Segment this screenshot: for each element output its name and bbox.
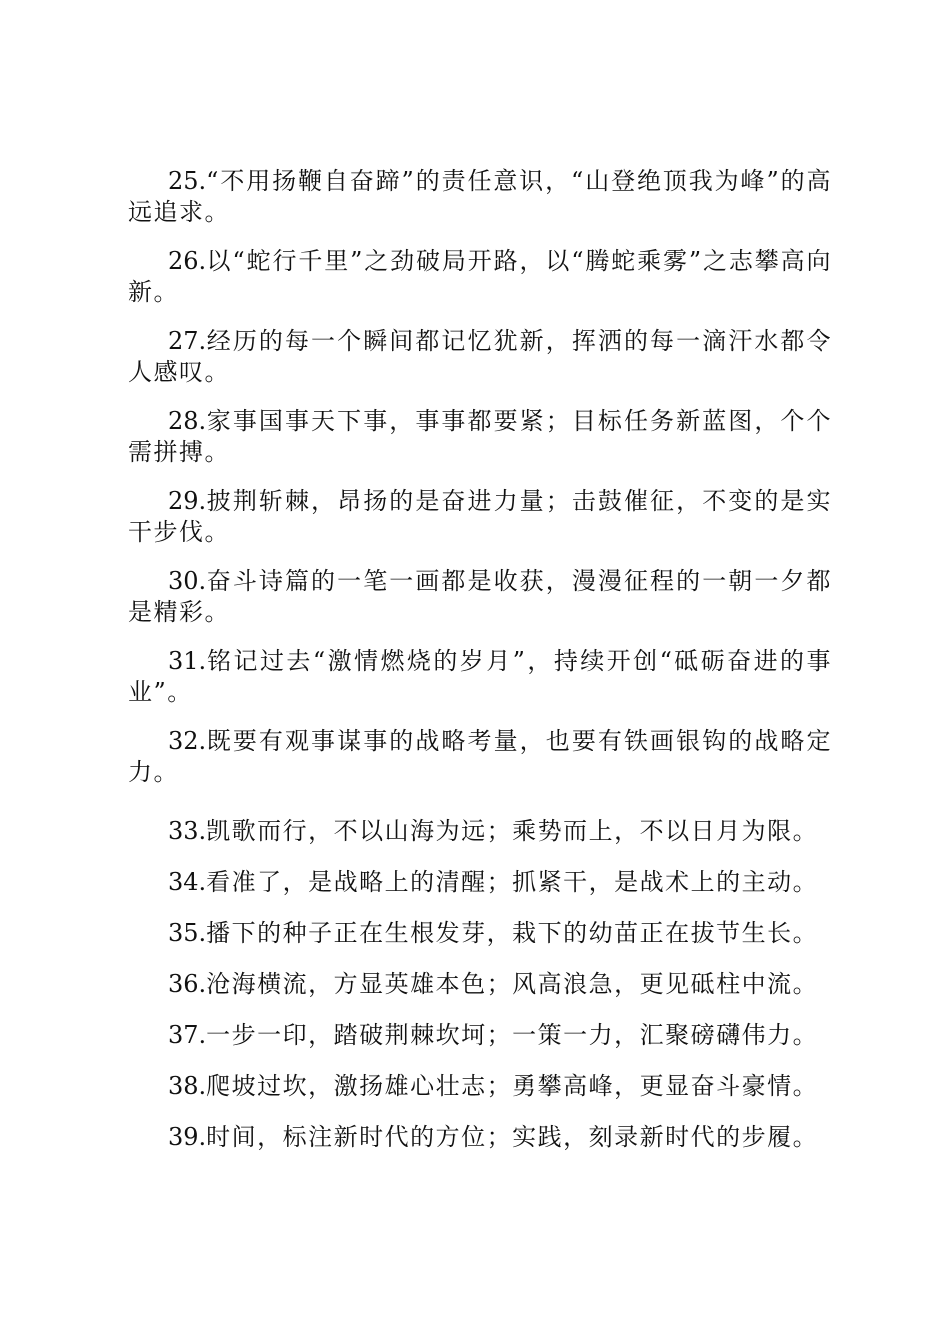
list-item: [128, 857, 832, 908]
item-text: 一步一印，踏破荆棘坎坷；一策一力，汇聚磅礴伟力。: [206, 1021, 819, 1049]
item-number: 27.: [168, 327, 207, 355]
item-text: 既要有观事谋事的战略考量，也要有铁画银钩的战略定力。: [128, 727, 832, 786]
item-number: 39.: [168, 1123, 207, 1151]
list-item: [128, 1112, 832, 1163]
item-text: 奋斗诗篇的一笔一画都是收获，漫漫征程的一朝一夕都是精彩。: [128, 567, 832, 626]
item-number: 29.: [168, 487, 207, 515]
item-text: 铭记过去“激情燃烧的岁月”，持续开创“砥砺奋进的事业”。: [128, 647, 832, 706]
list-item: [128, 806, 832, 857]
item-number: 37.: [168, 1021, 207, 1049]
item-text: 播下的种子正在生根发芽，栽下的幼苗正在拔节生长。: [206, 919, 819, 947]
item-text: 以“蛇行千里”之劲破局开路，以“腾蛇乘雾”之志攀高向新。: [128, 247, 832, 306]
list-item: [128, 406, 832, 468]
item-text: 家事国事天下事，事事都要紧；目标任务新蓝图，个个需拼搏。: [128, 407, 832, 466]
list-item: [128, 246, 832, 308]
item-number: 26.: [168, 247, 207, 275]
list-item: [128, 166, 832, 228]
item-text: 看准了，是战略上的清醒；抓紧干，是战术上的主动。: [206, 868, 819, 896]
item-number: 25.: [168, 167, 207, 195]
item-list: [128, 166, 832, 1163]
list-item: [128, 959, 832, 1010]
item-text: 经历的每一个瞬间都记忆犹新，挥洒的每一滴汗水都令人感叹。: [128, 327, 832, 386]
item-number: 33.: [168, 817, 207, 845]
list-item: [128, 566, 832, 628]
list-item: [128, 1010, 832, 1061]
list-item: [128, 726, 832, 788]
item-number: 35.: [168, 919, 207, 947]
list-item: [128, 908, 832, 959]
item-text: 时间，标注新时代的方位；实践，刻录新时代的步履。: [206, 1123, 819, 1151]
item-number: 38.: [168, 1072, 207, 1100]
list-item: [128, 1061, 832, 1112]
list-item: [128, 646, 832, 708]
item-number: 34.: [168, 868, 207, 896]
item-number: 36.: [168, 970, 207, 998]
item-text: “不用扬鞭自奋蹄”的责任意识，“山登绝顶我为峰”的高远追求。: [128, 167, 832, 226]
item-number: 30.: [168, 567, 207, 595]
item-text: 爬坡过坎，激扬雄心壮志；勇攀高峰，更显奋斗豪情。: [206, 1072, 819, 1100]
item-text: 凯歌而行，不以山海为远；乘势而上，不以日月为限。: [206, 817, 819, 845]
item-text: 披荆斩棘，昂扬的是奋进力量；击鼓催征，不变的是实干步伐。: [128, 487, 832, 546]
item-number: 31.: [168, 647, 207, 675]
item-number: 32.: [168, 727, 207, 755]
list-item: [128, 326, 832, 388]
list-item: [128, 486, 832, 548]
item-text: 沧海横流，方显英雄本色；风高浪急，更见砥柱中流。: [206, 970, 819, 998]
item-number: 28.: [168, 407, 207, 435]
